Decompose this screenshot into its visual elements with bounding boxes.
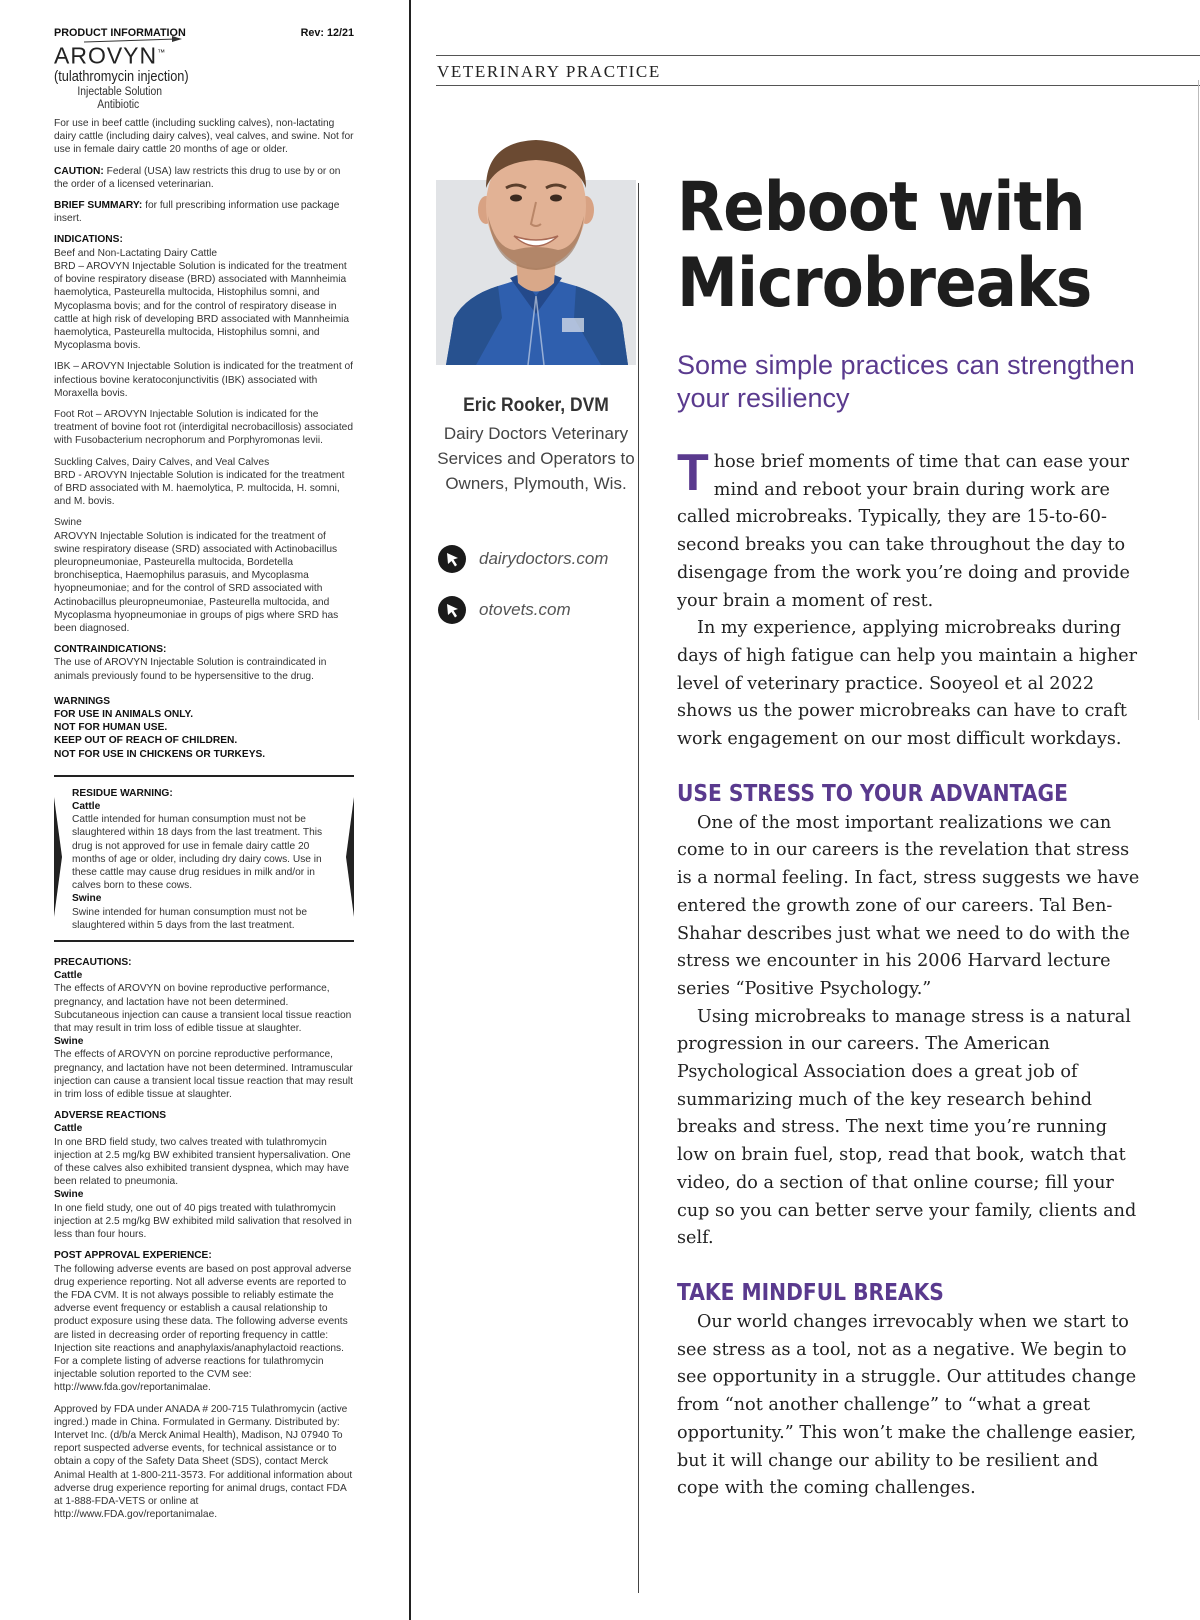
cursor-arrow-icon	[438, 545, 466, 573]
section-heading-mindful: TAKE MINDFUL BREAKS	[677, 1279, 944, 1306]
adverse-cattle-text: In one BRD field study, two calves treated with tulathromycin injection at 2.5 mg/kg BW exhibited transient hypersalivation. One of these calves also exhibited transient dyspnea, which may have been related to pneumonia.	[54, 1136, 351, 1188]
article-body	[677, 444, 1140, 1503]
brief-summary-label: BRIEF SUMMARY:	[54, 200, 143, 212]
warning-line: KEEP OUT OF REACH OF CHILDREN.	[54, 735, 238, 747]
paragraph: Our world changes irrevocably when we start to see stress as a tool, not as a negative. We begin to see opportunity in a struggle. Our attitudes change from “not another challenge” to “what a great opportunity.” This won’t make the challenge easier, but it will change our ability to be resilient and cope with the coming challenges.	[677, 1311, 1137, 1499]
precautions-cattle-text: The effects of AROVYN on bovine reproductive performance, pregnancy, and lactation have not been determined. Subcutaneous injection can cause a transient local tissue reaction that may result in trim loss of edible tissue at slaughter.	[54, 983, 352, 1035]
author-portrait-image	[436, 118, 636, 365]
box-bracket-left	[54, 797, 62, 917]
indications-calves: BRD - AROVYN Injectable Solution is indicated for the treatment of BRD associated with M. haemolytica, P. multocida, H. somni, and M. bovis.	[54, 469, 345, 508]
warning-line: FOR USE IN ANIMALS ONLY.	[54, 708, 194, 720]
post-approval-heading: POST APPROVAL EXPERIENCE:	[54, 1250, 212, 1262]
paragraph: Using microbreaks to manage stress is a natural progression in our careers. The American Psychological Association does a great job of summarizing much of the key research behind breaks and stress. The next time you’re running low on brain fuel, stop, read that book, watch that video, do a section of that online course; fill your cup so you can better serve your family, clients and self.	[677, 1006, 1137, 1249]
contraindications-heading: CONTRAINDICATIONS:	[54, 644, 167, 656]
section-rule-top	[436, 55, 1200, 56]
brief-summary-paragraph	[54, 199, 354, 225]
warning-line: NOT FOR USE IN CHICKENS OR TURKEYS.	[54, 748, 266, 760]
paragraph-intro-text: hose brief moments of time that can ease your mind and reboot your brain during work are called microbreaks. Typically, they are 15-to-60-second breaks you can take throughout the day to disengage from the work you’re doing and provide your brain a moment of rest.	[677, 452, 1130, 611]
caution-text: Federal (USA) law restricts this drug to use by or on the order of a licensed veterinarian.	[54, 165, 341, 190]
indications-heading: INDICATIONS:	[54, 234, 123, 246]
brand-tm: ™	[157, 48, 166, 58]
indications-foot-rot: Foot Rot – AROVYN Injectable Solution is indicated for the treatment of bovine foot rot (interdigital necrobacillosis) associated with Fusobacterium necrophorum and Porphyromonas levii.	[54, 408, 353, 447]
adverse-reactions-heading: ADVERSE REACTIONS	[54, 1110, 167, 1122]
link-text[interactable]: dairydoctors.com	[479, 549, 609, 568]
caution-label: CAUTION:	[54, 165, 104, 177]
author-name: Eric Rooker, DVM	[463, 395, 609, 416]
link-dairydoctors[interactable]	[438, 545, 608, 573]
indications-beef-heading: Beef and Non-Lactating Dairy Cattle	[54, 247, 218, 259]
post-approval-url[interactable]: http://www.fda.gov/reportanimalae.	[54, 1382, 211, 1394]
indications-ibk: IBK – AROVYN Injectable Solution is indicated for the treatment of infectious bovine keratoconjunctivitis (IBK) associated with Moraxella bovis.	[54, 361, 353, 399]
author-box	[436, 395, 636, 496]
paragraph: In my experience, applying microbreaks during days of high fatigue can help you maintain a higher level of veterinary practice. Sooyeol et al 2022 shows us the power microbreaks can have to craft work engagement on our most difficult workdays.	[677, 618, 1138, 750]
adverse-swine-text: In one field study, one out of 40 pigs treated with tulathromycin injection at 2.5 mg/kg BW exhibited mild salivation that resolved in less than four hours.	[54, 1202, 352, 1241]
caution-paragraph	[54, 165, 354, 191]
section-label: VETERINARY PRACTICE	[437, 62, 661, 81]
column-rule	[638, 183, 639, 1593]
residue-swine-heading: Swine	[72, 893, 102, 905]
paragraph: One of the most important realizations we can come to in our careers is the revelation that stress is a normal feeling. In fact, stress suggests we have entered the growth zone of our careers. Tal Ben-Shahar describes just what we need to do with the stress we encounter in his 2006 Harvard lecture series “Positive Psychology.”	[677, 812, 1140, 999]
brand-name: AROVYN	[54, 42, 158, 69]
link-otovets[interactable]	[438, 596, 571, 624]
section-heading-stress: USE STRESS TO YOUR ADVANTAGE	[677, 780, 1068, 807]
drug-class: Antibiotic	[97, 99, 140, 112]
form-line: Injectable Solution	[77, 86, 162, 99]
brand-arrow-icon	[84, 36, 182, 46]
indications-brd: BRD – AROVYN Injectable Solution is indicated for the treatment of bovine respiratory disease (BRD) associated with Mannheimia haemolytica, Pasteurella multocida, Histophilus somni, and Mycoplasma bovis; and for the control of respiratory disease in cattle at high risk of developing BRD associated with Mannheimia haemolytica, Pasteurella multocida, Histophilus somni, and Mycoplasma bovis.	[54, 260, 350, 352]
link-text[interactable]: otovets.com	[479, 600, 571, 619]
usage-intro: For use in beef cattle (including suckling calves), non-lactating dairy cattle (including dairy calves), veal calves, and swine. Not for use in female dairy cattle 20 months of age or older.	[54, 118, 354, 156]
indications-swine-heading: Swine	[54, 517, 82, 529]
residue-cattle-text: Cattle intended for human consumption must not be slaughtered within 18 days from the last treatment. This drug is not approved for use in female dairy cattle 20 months of age or older, including dry dairy cows. Use in these cattle may cause drug residues in milk and/or in calves born to these cows.	[72, 814, 323, 892]
section-rule-bottom	[436, 85, 1200, 86]
revision-label: Rev: 12/21	[300, 27, 354, 39]
article-title: Reboot with Microbreaks	[677, 168, 1092, 323]
precautions-swine-text: The effects of AROVYN on porcine reproductive performance, pregnancy, and lactation have not been determined. Intramuscular injection can cause a transient local tissue reaction that may result in trim loss of edible tissue at slaughter.	[54, 1049, 353, 1101]
brand-logo	[54, 42, 165, 67]
drop-cap: T	[677, 444, 709, 502]
approval-text: Approved by FDA under ANADA # 200-715 Tulathromycin (active ingred.) made in China. Formulated in Germany. Distributed by: Intervet Inc. (d/b/a Merck Animal Health), Madison, NJ 07940 To report suspected adverse events, for technical assistance or to obtain a copy of the Safety Data Sheet (SDS), contact Merck Animal Health at 1-800-211-3573. For additional information about adverse drug experience reporting for animal drugs, contact FDA at 1-888-FDA-VETS or online at	[54, 1403, 353, 1507]
article-subtitle: Some simple practices can strengthen your resiliency	[677, 350, 1135, 413]
residue-warning-box	[54, 775, 354, 942]
approval-url[interactable]: http://www.FDA.gov/reportanimalae.	[54, 1509, 218, 1521]
warning-line: NOT FOR HUMAN USE.	[54, 722, 168, 734]
author-photo	[436, 118, 636, 365]
page-edge-rule	[1198, 80, 1199, 720]
precautions-cattle-heading: Cattle	[54, 970, 83, 982]
warnings-heading: WARNINGS	[54, 695, 111, 707]
adverse-cattle-heading: Cattle	[54, 1123, 83, 1135]
product-info-column	[0, 0, 411, 1620]
residue-swine-text: Swine intended for human consumption must not be slaughtered within 5 days from the last treatment.	[72, 906, 308, 931]
residue-cattle-heading: Cattle	[72, 801, 101, 812]
author-affiliation: Dairy Doctors Veterinary Services and Operators to Owners, Plymouth, Wis.	[437, 424, 635, 493]
box-bracket-right	[346, 797, 354, 917]
contraindications-text: The use of AROVYN Injectable Solution is contraindicated in animals previously found to be hypersensitive to the drug.	[54, 657, 327, 682]
indications-calves-heading: Suckling Calves, Dairy Calves, and Veal Calves	[54, 456, 270, 468]
warnings-block	[54, 695, 354, 761]
brief-summary-text: for full prescribing information use package insert.	[54, 200, 340, 225]
product-info-content	[54, 27, 354, 1521]
precautions-heading: PRECAUTIONS:	[54, 957, 132, 969]
paragraph-intro	[677, 444, 1140, 615]
post-approval-text: The following adverse events are based on post approval adverse drug experience reporting. Not all adverse events are reported to the FDA CVM. It is not always possible to reliably estimate the adverse event frequency or establish a causal relationship to product exposure using these data. The following adverse events are listed in decreasing order of reporting frequency in cattle: Injection site reactions and anaphylaxis/anaphylactoid reactions. For a complete listing of adverse reactions for tulathromycin injectable solution reported to the CVM see:	[54, 1263, 352, 1381]
adverse-swine-heading: Swine	[54, 1189, 84, 1201]
generic-name: (tulathromycin injection)	[54, 68, 189, 86]
indications-swine: AROVYN Injectable Solution is indicated for the treatment of swine respiratory disease (SRD) associated with Actinobacillus pleuropneumoniae, Pasteurella multocida, Bordetella bronchiseptica, Haemophilus parasuis, and Mycoplasma hyopneumoniae; and for the control of SRD associated with Actinobacillus pleuropneumoniae, Pasteurella multocida, and Mycoplasma hyopneumoniae in groups of pigs where SRD has been diagnosed.	[54, 530, 339, 634]
precautions-swine-heading: Swine	[54, 1036, 84, 1048]
product-info-label: PRODUCT INFORMATION	[54, 27, 186, 39]
residue-warning-heading: RESIDUE WARNING:	[72, 787, 173, 799]
cursor-arrow-icon	[438, 596, 466, 624]
